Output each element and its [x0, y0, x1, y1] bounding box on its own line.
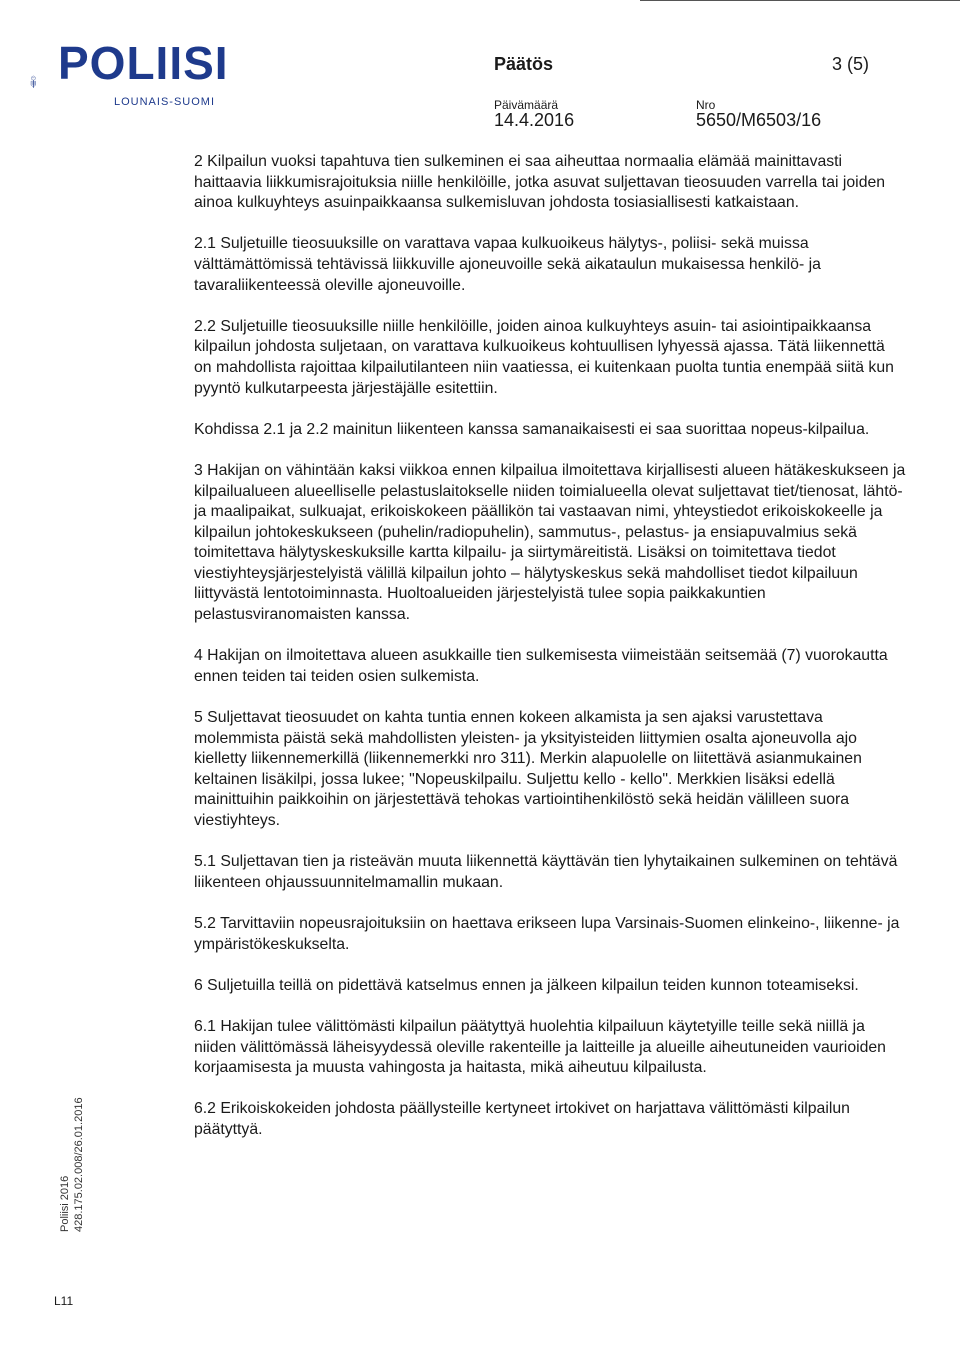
paragraph-2-2: 2.2 Suljetuille tieosuuksille niille henkilöille, joiden ainoa kulkuyhteys asuin- tai asiointipaikkaansa kilpailun johdosta suljetaan, on varattava kulkuoikeus kohtuullisen lyhyessä ajassa. Tätä liikennettä on mahdollista rajoittaa kilpailutilanteen niin vaatiessa, ei kuitenkaan puolta tuntia enempää siitä kun pyyntö kulkutarpeesta järjestäjälle esitettiin. — [194, 317, 894, 397]
form-code-vertical — [58, 1097, 86, 1232]
footer-code: L11 — [54, 1294, 74, 1308]
paragraph-6-2: 6.2 Erikoiskokeiden johdosta päällysteille kertyneet irtokivet on harjattava välittömästi kilpailun päätyttyä. — [194, 1100, 850, 1138]
page-indicator: 3 (5) — [832, 54, 870, 74]
paragraph-2: 2 Kilpailun vuoksi tapahtuva tien sulkeminen ei saa aiheuttaa normaalia elämää mainittavasti haittaavia liikkumisrajoituksia niille henkilöille, jotka asuvat suljettavan tieosuuden varrella tai joiden ainoa kulkuyhteys asuinpaikkaansa sulkemisluvan johdosta tosiasiallisesti katkaistaan. — [194, 153, 886, 212]
top-rule — [640, 0, 960, 1]
paragraph-6-1: 6.1 Hakijan tulee välittömästi kilpailun päätyttyä huolehtia kilpailuun käytetyille teille sekä niillä ja niiden välittömässä läheisyydessä oleville rakenteille ja laitteille ja alueille aiheutuneiden vaurioiden korjaamisesta ja muusta vahingosta ja haitasta, mikä aiheutuu kilpailusta. — [194, 1017, 886, 1077]
decision-body — [194, 152, 906, 1161]
paragraph-2-1: 2.1 Suljetuille tieosuuksille on varattava vapaa kulkuoikeus hälytys-, poliisi- sekä muissa välttämättömissä tehtävissä liikkuville ajoneuvoille sekä aikataulun mukaisessa henkilö- ja tavaraliikenteessä oleville ajoneuvoille. — [194, 235, 821, 294]
date-label: Päivämäärä — [494, 98, 559, 112]
number-value: 5650/M6503/16 — [696, 110, 822, 130]
paragraph-3: 3 Hakijan on vähintään kaksi viikkoa ennen kilpailua ilmoitettava kirjallisesti alueen hätäkeskukseen ja kilpailualueen alueelliselle pelastuslaitokselle niiden toimialueella olevat suljettavat tiet/tienosat, lähtö- ja maalipaikat, sulkuajat, erikoiskokeen päällikön tai vastaavan nimi, yhteystiedot erikoiskokeelle ja kilpailun johtokeskukseen (puhelin/radiopuhelin), sammutus-, pelastus- ja ensiapuvalmius sekä toimitettava hälytyskeskuksille kartta kilpailu- ja siirtymäreitistä. Lisäksi on toimitettava tiedot viestiyhteysjärjestelyistä välillä kilpailun johto – hälytyskeskus sekä mahdolliset tiedot kilpailuun liittyvästä lentotoiminnasta. Huoltoalueiden järjestelyistä tulee sopia paikkakuntien pelastusviranomaisten kanssa. — [194, 461, 906, 624]
logo-wordmark: POLIISI — [58, 37, 229, 89]
document-type: Päätös — [494, 54, 554, 74]
paragraph-5: 5 Suljettavat tieosuudet on kahta tuntia ennen kokeen alkamista ja sen ajaksi varustettava molemmista päistä sekä mahdollisten yleisten- ja yksityisteiden liittymien osalta ajoneuvolla ajo kielletty liikennemerkillä (liikennemerkki nro 311). Merkin alapuolelle on liitettävä asianmukainen keltainen lisäkilpi, jossa lukee; "Nopeuskilpailu. Suljettu kello - kello". Merkkien lisäksi edellä mainittuihin paikkoihin on järjestettävä tehokas vartiointihenkilöstö sekä heidän välilleen suora viestiyhteys. — [194, 709, 862, 829]
paragraph-6: 6 Suljetuilla teillä on pidettävä katselmus ennen ja jälkeen kilpailun teiden kunnon toteamiseksi. — [194, 976, 859, 994]
number-label: Nro — [696, 98, 716, 112]
form-year: Poliisi 2016 — [59, 1175, 71, 1232]
paragraph-4: 4 Hakijan on ilmoitettava alueen asukkaille tien sulkemisesta viimeistään seitsemää (7) vuorokautta ennen teiden tai teiden osien sulkemista. — [194, 647, 888, 685]
form-number: 428.175.02.008/26.01.2016 — [73, 1097, 85, 1232]
date-value: 14.4.2016 — [494, 110, 575, 130]
paragraph-5-2: 5.2 Tarvittaviin nopeusrajoituksiin on haettava erikseen lupa Varsinais-Suomen elinkeino-, liikenne- ja ympäristökeskukselta. — [194, 914, 900, 953]
logo-subtitle: LOUNAIS-SUOMI — [114, 96, 216, 108]
paragraph-5-1: 5.1 Suljettavan tien ja risteävän muuta liikennettä käyttävän tien lyhytaikainen sulkeminen on tehtävä liikenteen ohjaussuunnitelmamallin mukaan. — [194, 853, 898, 891]
paragraph-note: Kohdissa 2.1 ja 2.2 mainitun liikenteen kanssa samanaikaisesti ei saa suorittaa nopeus-kilpailua. — [194, 420, 870, 438]
